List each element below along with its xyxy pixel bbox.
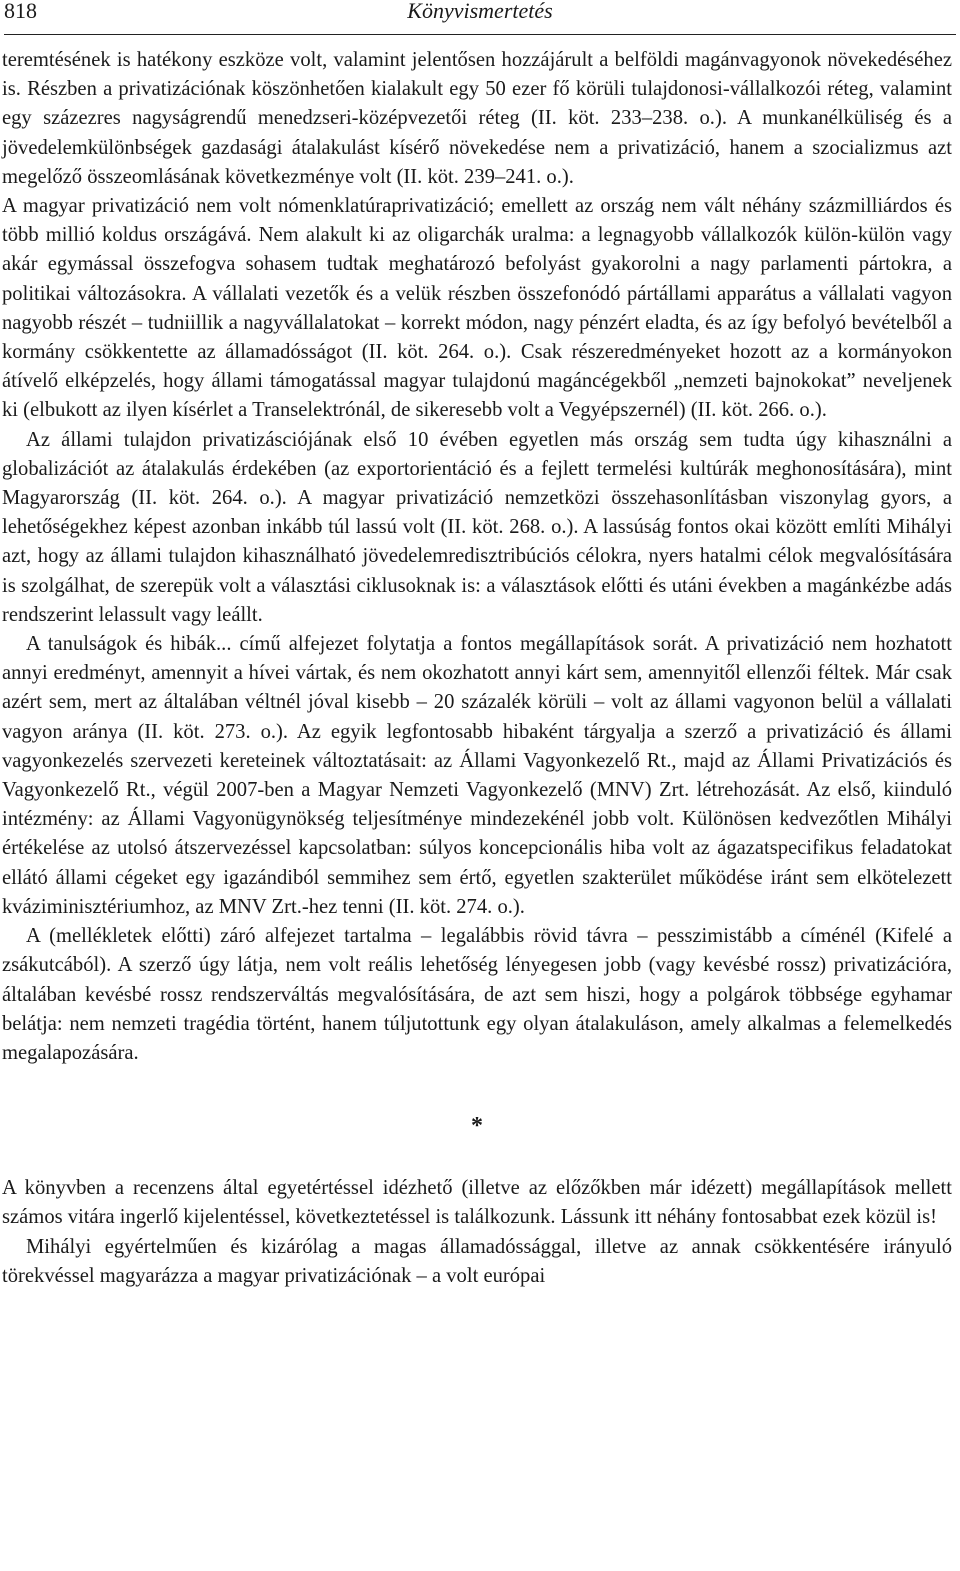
running-header [4, 0, 956, 35]
paragraph: A (mellékletek előtti) záró alfejezet tartalma – legalábbis rövid távra – pesszimistább a címénél (Kifelé a zsákutcából). A szerző úgy látja, nem volt reális lehetőség lényegesen jobb (vagy kevésbé rossz) privatizációra, általában kevésbé rossz rendszerváltás megvalósítására, de azt sem hiszi, hogy a polgárok többsége egyhamar belátja: nem nemzeti tragédia történt, hanem túljutottunk egy olyan átalakuláson, amely alkalmas a felemelkedés megalapozására. [2, 925, 952, 1064]
paragraph: A tanulságok és hibák... című alfejezet folytatja a fontos megállapítások sorát. A privatizáció nem hozhatott annyi eredményt, amennyit a hívei vártak, és nem okozhatott annyi kárt sem, amennyitől ellenzői féltek. Már csak azért sem, mert az általában véltnél jóval kisebb – 20 százalék körüli – volt az állami vagyonon belül a vállalati vagyon aránya (II. köt. 273. o.). Az egyik legfontosabb hibaként tárgyalja a szerző a privatizáció és állami vagyonkezelés szervezeti kereteinek változtatásait: az Állami Vagyonkezelő Rt., majd az Állami Privatizációs és Vagyonkezelő Rt., végül 2007-ben a Magyar Nemzeti Vagyonkezelő (MNV) Zrt. létrehozását. Az első, kiinduló intézmény: az Állami Vagyonügynökség teljesítménye mindezekénél jobb volt. Különösen kedvezőtlen Mihályi értékelése az utolsó átszervezéssel kapcsolatban: súlyos koncepcionális hiba volt az ágazatspecifikus feladatokat ellátó állami cégeket egy igazándiból semmihez sem értő, egyetlen szakterület működése iránt sem elkötelezett kváziminisztériumhoz, az MNV Zrt.-hez tenni (II. köt. 274. o.). [2, 633, 952, 918]
page-number: 818 [4, 0, 37, 23]
section-separator: * [471, 1113, 483, 1140]
paragraph: Mihályi egyértelműen és kizárólag a magas államadóssággal, illetve az annak csökkentésére irányuló törekvéssel magyarázza a magyar privatizációnak – a volt európai [2, 1235, 952, 1287]
paragraph: Az állami tulajdon privatizásciójának első 10 évében egyetlen más ország sem tudta úgy kihasználni a globalizációt az átalakulás érdekében (az exportorientáció és a fejlett termelési kultúrák meghonosítására), mint Magyarország (II. köt. 264. o.). A magyar privatizáció nemzetközi összehasonlításban viszonylag gyors, a lehetőségekhez képest azonban inkább túl lassú volt (II. köt. 268. o.). A lassúság fontos okai között említi Mihályi azt, hogy az állami tulajdon kihasználható jövedelemredisztribúciós célokra, nyers hatalmi célok megvalósítására is szolgálhat, de szerepük volt a választási ciklusoknak is: a választások előtti és utáni években a magánkézbe adás rendszerint lelassult vagy leállt. [2, 428, 952, 626]
paragraph: teremtésének is hatékony eszköze volt, valamint jelentősen hozzájárult a belföldi magánvagyonok növekedéséhez is. Részben a privatizációnak köszönhetően kialakult egy 50 ezer fő körüli tulajdonosi-vállalkozói réteg, valamint egy százezres nagyságrendű menedzseri-középvezetői réteg (II. köt. 233–238. o.). A munkanélküliség és a jövedelemkülönbségek gazdasági átalakulást kísérő növekedése nem a privatizáció, hanem a szocializmus azt megelőző összeomlásának következménye volt (II. köt. 239–241. o.). [2, 49, 952, 188]
journal-title: Könyvismertetés [407, 0, 553, 23]
paragraph: A könyvben a recenzens által egyetértéssel idézhető (illetve az előzőkben már idézett) megállapítások mellett számos vitára ingerlő kijelentéssel, következtetéssel is találkozunk. Lássunk itt néhány fontosabbat ezek közül is! [2, 1177, 952, 1229]
body-text [2, 46, 952, 1291]
paragraph: A magyar privatizáció nem volt nómenklatúraprivatizáció; emellett az ország nem vált néhány százmilliárdos és több millió koldus országává. Nem alakult ki az oligarchák uralma: a legnagyobb vállalkozók külön-külön vagy akár egymással összefogva sohasem tudtak meghatározó befolyást gyakorolni a nagy parlamenti pártokra, a politikai változásokra. A vállalati vezetők és a velük részben összefonódó pártállami apparátus a vállalati vagyon nagyobb részét – tudniillik a nagyvállalatokat – korrekt módon, nagy pénzért eladta, és az így befolyó bevételből a kormány csökkentette az államadósságot (II. köt. 264. o.). Csak részeredményeket hozott az a kormányokon átívelő elképzelés, hogy állami támogatással magyar tulajdonú magáncégekből „nemzeti bajnokokat” neveljenek ki (elbukott az ilyen kísérlet a Transelektrónál, de sikeresebb volt a Vegyépszernél) (II. köt. 266. o.). [2, 195, 952, 422]
